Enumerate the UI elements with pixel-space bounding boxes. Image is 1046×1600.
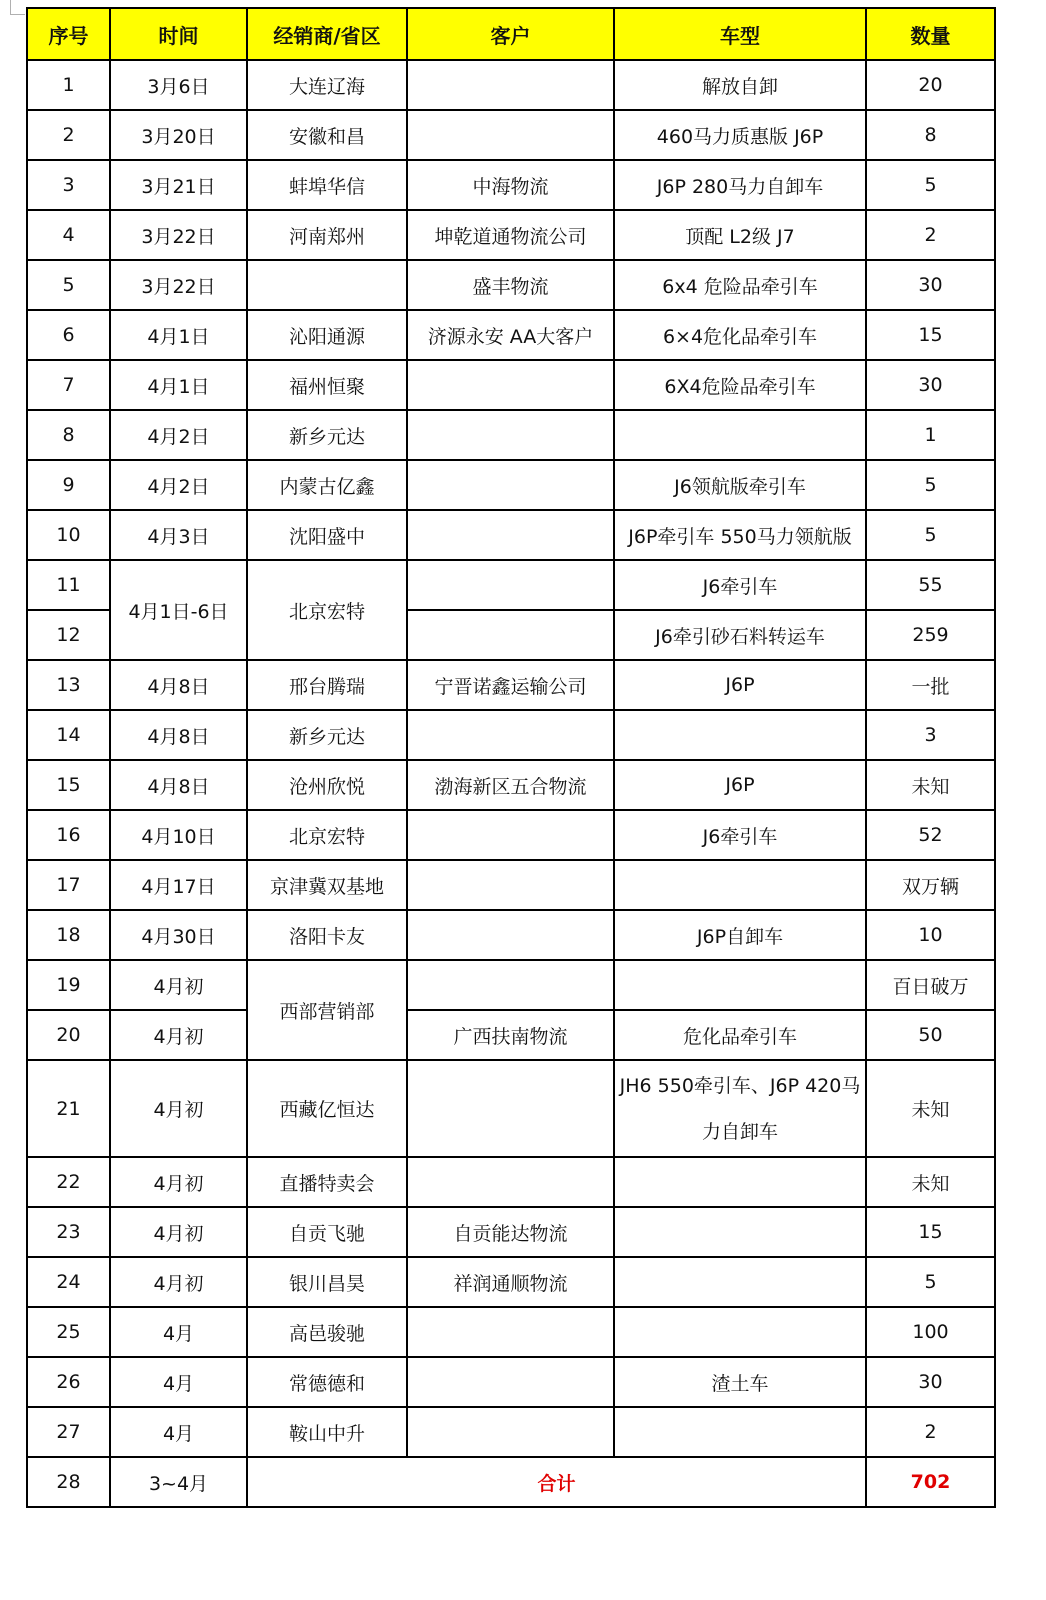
cell-seq: 26 [27, 1357, 110, 1407]
table-row [27, 210, 995, 260]
cell-qty: 双万辆 [866, 860, 995, 910]
table-row [27, 460, 995, 510]
total-seq: 28 [27, 1457, 110, 1507]
cell-qty: 30 [866, 1357, 995, 1407]
cell-time: 3月22日 [110, 210, 247, 260]
cell-model: J6牵引砂石料转运车 [614, 610, 866, 660]
cell-qty: 1 [866, 410, 995, 460]
cell-qty: 30 [866, 360, 995, 410]
cell-model: J6P [614, 660, 866, 710]
cell-customer [407, 460, 614, 510]
cell-dealer: 新乡元达 [247, 710, 407, 760]
cell-seq: 12 [27, 610, 110, 660]
table-row [27, 1257, 995, 1307]
cell-customer: 宁晋诺鑫运输公司 [407, 660, 614, 710]
table-row [27, 410, 995, 460]
cell-qty: 2 [866, 210, 995, 260]
cell-dealer: 洛阳卡友 [247, 910, 407, 960]
cell-model: J6领航版牵引车 [614, 460, 866, 510]
cell-seq: 21 [27, 1060, 110, 1157]
cell-qty: 5 [866, 510, 995, 560]
cell-qty: 百日破万 [866, 960, 995, 1010]
cell-customer [407, 1307, 614, 1357]
table-row [27, 110, 995, 160]
cell-model [614, 1157, 866, 1207]
cell-time: 4月初 [110, 1257, 247, 1307]
cell-seq: 2 [27, 110, 110, 160]
cell-seq: 22 [27, 1157, 110, 1207]
cell-dealer: 京津冀双基地 [247, 860, 407, 910]
cell-time: 4月8日 [110, 660, 247, 710]
table-row [27, 660, 995, 710]
cell-model [614, 410, 866, 460]
cell-qty: 5 [866, 460, 995, 510]
cell-customer [407, 410, 614, 460]
cell-dealer: 北京宏特 [247, 810, 407, 860]
cell-customer [407, 1407, 614, 1457]
cell-time: 4月17日 [110, 860, 247, 910]
cell-qty: 未知 [866, 1157, 995, 1207]
table-row [27, 860, 995, 910]
cell-customer [407, 610, 614, 660]
table-row [27, 960, 995, 1010]
cell-time: 3月22日 [110, 260, 247, 310]
cell-time: 4月2日 [110, 410, 247, 460]
header-customer: 客户 [407, 8, 614, 60]
cell-customer [407, 910, 614, 960]
header-qty: 数量 [866, 8, 995, 60]
header-seq: 序号 [27, 8, 110, 60]
cell-seq: 10 [27, 510, 110, 560]
table-row [27, 1060, 995, 1157]
cell-dealer: 安徽和昌 [247, 110, 407, 160]
cell-time: 4月10日 [110, 810, 247, 860]
cell-model [614, 1257, 866, 1307]
cell-qty: 50 [866, 1010, 995, 1060]
cell-qty: 15 [866, 310, 995, 360]
cell-dealer: 河南郑州 [247, 210, 407, 260]
cell-model [614, 1407, 866, 1457]
table-row [27, 1357, 995, 1407]
cell-time: 3月21日 [110, 160, 247, 210]
cell-dealer: 常德德和 [247, 1357, 407, 1407]
cell-qty: 10 [866, 910, 995, 960]
cell-qty: 15 [866, 1207, 995, 1257]
cell-seq: 8 [27, 410, 110, 460]
cell-model [614, 1207, 866, 1257]
cell-customer [407, 810, 614, 860]
cell-qty: 100 [866, 1307, 995, 1357]
cell-qty: 52 [866, 810, 995, 860]
table-row [27, 510, 995, 560]
cell-customer [407, 510, 614, 560]
cell-seq: 13 [27, 660, 110, 710]
cell-dealer: 高邑骏驰 [247, 1307, 407, 1357]
cell-seq: 27 [27, 1407, 110, 1457]
cell-model: 渣土车 [614, 1357, 866, 1407]
cell-dealer: 内蒙古亿鑫 [247, 460, 407, 510]
cell-model: 危化品牵引车 [614, 1010, 866, 1060]
cell-customer: 广西扶南物流 [407, 1010, 614, 1060]
cell-customer [407, 60, 614, 110]
cell-dealer: 大连辽海 [247, 60, 407, 110]
cell-time: 4月8日 [110, 710, 247, 760]
table-row [27, 360, 995, 410]
cell-customer [407, 860, 614, 910]
cell-customer: 自贡能达物流 [407, 1207, 614, 1257]
table-row [27, 560, 995, 610]
total-label: 合计 [247, 1457, 866, 1507]
cell-time: 3月20日 [110, 110, 247, 160]
table-row [27, 1010, 995, 1060]
cell-dealer: 直播特卖会 [247, 1157, 407, 1207]
table-row [27, 160, 995, 210]
cell-qty: 8 [866, 110, 995, 160]
cell-time: 4月初 [110, 1207, 247, 1257]
cell-dealer: 新乡元达 [247, 410, 407, 460]
cell-time: 4月1日 [110, 310, 247, 360]
table-row [27, 1157, 995, 1207]
cell-customer: 祥润通顺物流 [407, 1257, 614, 1307]
cell-customer [407, 1357, 614, 1407]
cell-seq: 24 [27, 1257, 110, 1307]
cell-dealer: 鞍山中升 [247, 1407, 407, 1457]
cell-model: 460马力质惠版 J6P [614, 110, 866, 160]
table-row [27, 260, 995, 310]
table-row [27, 810, 995, 860]
cell-customer: 渤海新区五合物流 [407, 760, 614, 810]
cell-seq: 1 [27, 60, 110, 110]
cell-customer [407, 710, 614, 760]
cell-time: 4月2日 [110, 460, 247, 510]
cell-seq: 11 [27, 560, 110, 610]
cell-model: J6牵引车 [614, 810, 866, 860]
cell-dealer: 邢台腾瑞 [247, 660, 407, 710]
cell-model [614, 960, 866, 1010]
cell-time: 4月初 [110, 1157, 247, 1207]
cell-time: 3月6日 [110, 60, 247, 110]
cell-customer: 盛丰物流 [407, 260, 614, 310]
cell-time: 4月初 [110, 960, 247, 1010]
cell-dealer: 蚌埠华信 [247, 160, 407, 210]
cell-customer [407, 1157, 614, 1207]
cell-time: 4月3日 [110, 510, 247, 560]
cell-model [614, 860, 866, 910]
cell-time: 4月1日 [110, 360, 247, 410]
header-dealer: 经销商/省区 [247, 8, 407, 60]
cell-seq: 6 [27, 310, 110, 360]
cell-model: J6P自卸车 [614, 910, 866, 960]
cell-seq: 5 [27, 260, 110, 310]
cell-model: 顶配 L2级 J7 [614, 210, 866, 260]
cell-qty: 未知 [866, 1060, 995, 1157]
cell-qty: 30 [866, 260, 995, 310]
cell-time: 4月30日 [110, 910, 247, 960]
cell-qty: 55 [866, 560, 995, 610]
cell-qty: 5 [866, 1257, 995, 1307]
cell-time: 4月 [110, 1357, 247, 1407]
cell-qty: 一批 [866, 660, 995, 710]
cell-seq: 4 [27, 210, 110, 260]
header-model: 车型 [614, 8, 866, 60]
cell-dealer: 自贡飞驰 [247, 1207, 407, 1257]
table-row [27, 60, 995, 110]
cell-customer: 济源永安 AA大客户 [407, 310, 614, 360]
cell-time: 4月初 [110, 1060, 247, 1157]
cell-model [614, 710, 866, 760]
cell-dealer [247, 260, 407, 310]
cell-qty: 5 [866, 160, 995, 210]
cell-qty: 未知 [866, 760, 995, 810]
cell-seq: 19 [27, 960, 110, 1010]
header-row [27, 8, 995, 60]
cell-customer [407, 360, 614, 410]
cell-seq: 18 [27, 910, 110, 960]
cell-seq: 3 [27, 160, 110, 210]
cell-dealer: 福州恒聚 [247, 360, 407, 410]
cell-time: 4月8日 [110, 760, 247, 810]
cell-model: 6×4危化品牵引车 [614, 310, 866, 360]
cell-model: JH6 550牵引车、J6P 420马力自卸车 [614, 1060, 866, 1157]
cell-seq: 16 [27, 810, 110, 860]
cell-model: 6X4危险品牵引车 [614, 360, 866, 410]
table-row [27, 910, 995, 960]
total-time: 3~4月 [110, 1457, 247, 1507]
cell-time: 4月1日-6日 [110, 560, 247, 660]
cell-seq: 17 [27, 860, 110, 910]
cell-customer [407, 560, 614, 610]
orders-sheet [26, 7, 994, 1508]
cell-qty: 3 [866, 710, 995, 760]
table-row [27, 1407, 995, 1457]
table-row [27, 710, 995, 760]
total-qty: 702 [866, 1457, 995, 1507]
cell-time: 4月 [110, 1407, 247, 1457]
cell-seq: 9 [27, 460, 110, 510]
cell-seq: 20 [27, 1010, 110, 1060]
cell-dealer: 沈阳盛中 [247, 510, 407, 560]
cell-customer [407, 110, 614, 160]
cell-time: 4月初 [110, 1010, 247, 1060]
cell-qty: 2 [866, 1407, 995, 1457]
cell-dealer: 北京宏特 [247, 560, 407, 660]
cell-seq: 7 [27, 360, 110, 410]
table-row [27, 760, 995, 810]
cell-model: 6x4 危险品牵引车 [614, 260, 866, 310]
cell-customer [407, 1060, 614, 1157]
cell-seq: 25 [27, 1307, 110, 1357]
cell-seq: 15 [27, 760, 110, 810]
cell-model [614, 1307, 866, 1357]
table-row [27, 1307, 995, 1357]
cell-customer: 坤乾道通物流公司 [407, 210, 614, 260]
cell-model: J6牵引车 [614, 560, 866, 610]
cell-dealer: 沁阳通源 [247, 310, 407, 360]
cell-dealer: 西藏亿恒达 [247, 1060, 407, 1157]
cell-customer: 中海物流 [407, 160, 614, 210]
cell-qty: 259 [866, 610, 995, 660]
cell-model: 解放自卸 [614, 60, 866, 110]
cell-dealer: 西部营销部 [247, 960, 407, 1060]
total-row [27, 1457, 995, 1507]
page-corner-mark [10, 0, 25, 15]
cell-dealer: 银川昌昊 [247, 1257, 407, 1307]
orders-table [26, 7, 996, 1508]
cell-customer [407, 960, 614, 1010]
header-time: 时间 [110, 8, 247, 60]
table-row [27, 310, 995, 360]
cell-seq: 23 [27, 1207, 110, 1257]
cell-model: J6P 280马力自卸车 [614, 160, 866, 210]
cell-time: 4月 [110, 1307, 247, 1357]
table-row [27, 1207, 995, 1257]
cell-model: J6P [614, 760, 866, 810]
cell-seq: 14 [27, 710, 110, 760]
cell-dealer: 沧州欣悦 [247, 760, 407, 810]
cell-model: J6P牵引车 550马力领航版 [614, 510, 866, 560]
cell-qty: 20 [866, 60, 995, 110]
